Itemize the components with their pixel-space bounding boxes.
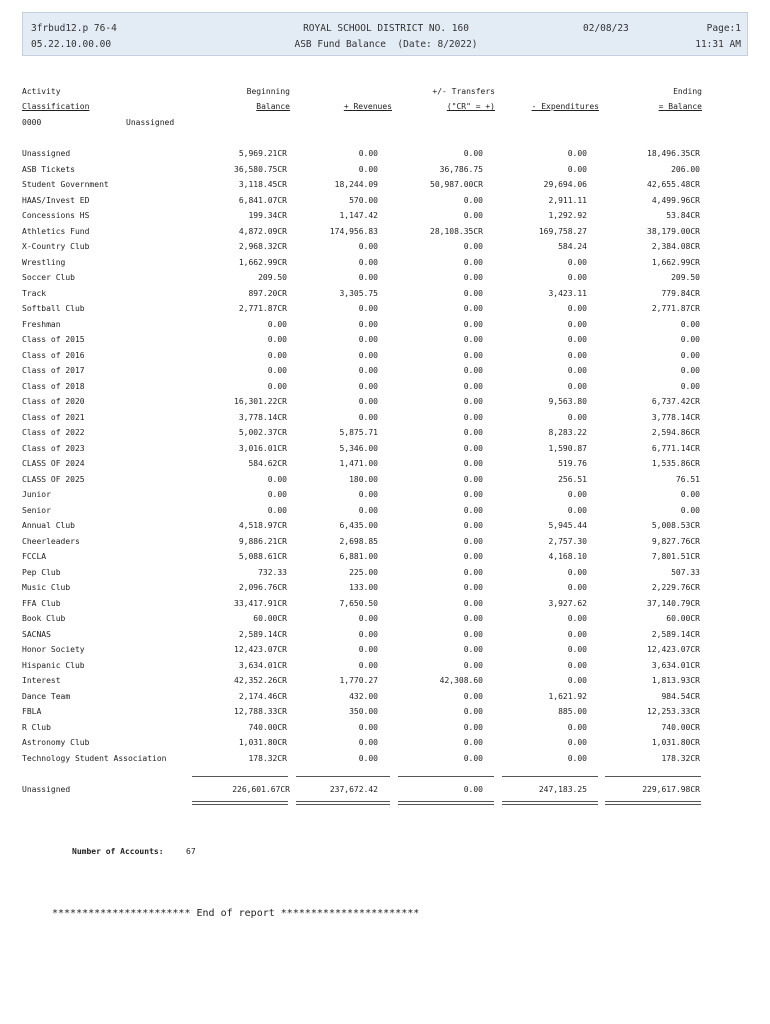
row-activity: Astronomy Club bbox=[22, 738, 90, 747]
accounts-count: 67 bbox=[186, 847, 196, 856]
row-activity: Cheerleaders bbox=[22, 536, 80, 546]
row-beginning: 3,118.45CR bbox=[238, 180, 287, 189]
row-revenues: 1,147.42 bbox=[339, 211, 378, 220]
row-beginning: 2,096.76CR bbox=[238, 583, 287, 592]
row-expenditures: 0.00 bbox=[567, 738, 587, 747]
row-beginning: 0.00 bbox=[267, 366, 287, 375]
row-ending: 1,535.86CR bbox=[651, 459, 700, 468]
col-beginning-top: Beginning bbox=[246, 87, 290, 96]
col-ending-top: Ending bbox=[673, 87, 702, 96]
row-activity: Unassigned bbox=[22, 149, 71, 158]
report-header bbox=[22, 12, 748, 56]
row-transfers: 0.00 bbox=[463, 505, 483, 515]
total-double-rule bbox=[398, 801, 494, 805]
row-activity: Pep Club bbox=[22, 567, 61, 577]
row-revenues: 0.00 bbox=[358, 614, 378, 623]
col-activity-top: Activity bbox=[22, 87, 61, 96]
row-transfers: 0.00 bbox=[463, 691, 483, 701]
row-revenues: 432.00 bbox=[349, 691, 378, 701]
row-activity: FFA Club bbox=[22, 598, 61, 608]
subtotal-rule bbox=[502, 776, 598, 777]
row-transfers: 0.00 bbox=[463, 288, 483, 298]
row-revenues: 0.00 bbox=[358, 722, 378, 732]
row-transfers: 28,108.35CR bbox=[430, 226, 483, 236]
row-beginning: 1,031.80CR bbox=[238, 738, 287, 747]
row-expenditures: 0.00 bbox=[567, 257, 587, 267]
subtotal-rule bbox=[605, 776, 701, 777]
row-beginning: 4,518.97CR bbox=[238, 521, 287, 530]
row-revenues: 0.00 bbox=[358, 505, 378, 515]
total-double-rule bbox=[192, 801, 288, 805]
row-activity: Honor Society bbox=[22, 645, 85, 654]
row-beginning: 732.33 bbox=[258, 567, 287, 577]
row-beginning: 33,417.91CR bbox=[234, 598, 287, 608]
total-transfers: 0.00 bbox=[463, 785, 483, 794]
row-transfers: 0.00 bbox=[463, 490, 483, 499]
row-ending: 178.32CR bbox=[661, 753, 700, 763]
row-ending: 12,253.33CR bbox=[647, 707, 700, 716]
row-revenues: 133.00 bbox=[349, 583, 378, 592]
page-number: Page:1 bbox=[706, 23, 741, 34]
row-ending: 984.54CR bbox=[661, 691, 700, 701]
row-transfers: 0.00 bbox=[463, 459, 483, 468]
subtotal-rule bbox=[192, 776, 288, 777]
row-activity: Dance Team bbox=[22, 691, 71, 701]
col-beginning-bottom: Balance bbox=[256, 102, 290, 111]
row-expenditures: 256.51 bbox=[558, 474, 587, 484]
row-ending: 6,771.14CR bbox=[651, 443, 700, 453]
group-name: Unassigned bbox=[126, 118, 175, 127]
row-expenditures: 0.00 bbox=[567, 753, 587, 763]
row-transfers: 0.00 bbox=[463, 443, 483, 453]
row-beginning: 209.50 bbox=[258, 273, 287, 282]
col-transfers-top: +/- Transfers bbox=[432, 87, 495, 96]
row-ending: 76.51 bbox=[675, 474, 700, 484]
row-activity: Annual Club bbox=[22, 521, 75, 530]
row-revenues: 180.00 bbox=[349, 474, 378, 484]
row-ending: 42,655.48CR bbox=[647, 180, 700, 189]
row-ending: 60.00CR bbox=[666, 614, 700, 623]
row-ending: 0.00 bbox=[680, 335, 700, 344]
row-ending: 206.00 bbox=[671, 164, 700, 174]
row-revenues: 0.00 bbox=[358, 412, 378, 422]
row-activity: SACNAS bbox=[22, 629, 51, 639]
row-expenditures: 2,757.30 bbox=[548, 536, 587, 546]
row-ending: 53.84CR bbox=[666, 211, 700, 220]
row-revenues: 0.00 bbox=[358, 304, 378, 313]
row-revenues: 174,956.83 bbox=[329, 226, 378, 236]
col-transfers-bottom: ("CR" = +) bbox=[446, 102, 495, 111]
row-transfers: 0.00 bbox=[463, 753, 483, 763]
row-transfers: 50,987.00CR bbox=[430, 180, 483, 189]
row-transfers: 42,308.60 bbox=[439, 676, 483, 685]
row-beginning: 1,662.99CR bbox=[238, 257, 287, 267]
row-transfers: 0.00 bbox=[463, 552, 483, 561]
row-activity: HAAS/Invest ED bbox=[22, 195, 90, 205]
row-ending: 4,499.96CR bbox=[651, 195, 700, 205]
subtotal-rule bbox=[398, 776, 494, 777]
total-revenues: 237,672.42 bbox=[329, 785, 378, 794]
row-beginning: 0.00 bbox=[267, 381, 287, 391]
row-beginning: 0.00 bbox=[267, 490, 287, 499]
row-ending: 2,229.76CR bbox=[651, 583, 700, 592]
row-beginning: 60.00CR bbox=[253, 614, 287, 623]
row-revenues: 3,305.75 bbox=[339, 288, 378, 298]
row-expenditures: 0.00 bbox=[567, 567, 587, 577]
row-transfers: 0.00 bbox=[463, 319, 483, 329]
row-expenditures: 0.00 bbox=[567, 676, 587, 685]
district-name: ROYAL SCHOOL DISTRICT NO. 160 bbox=[303, 23, 469, 34]
row-beginning: 0.00 bbox=[267, 474, 287, 484]
row-ending: 37,140.79CR bbox=[647, 598, 700, 608]
row-transfers: 36,786.75 bbox=[439, 164, 483, 174]
row-expenditures: 1,621.92 bbox=[548, 691, 587, 701]
row-beginning: 2,771.87CR bbox=[238, 304, 287, 313]
row-transfers: 0.00 bbox=[463, 366, 483, 375]
row-expenditures: 29,694.06 bbox=[543, 180, 587, 189]
row-ending: 0.00 bbox=[680, 366, 700, 375]
row-revenues: 6,435.00 bbox=[339, 521, 378, 530]
row-ending: 2,771.87CR bbox=[651, 304, 700, 313]
row-revenues: 0.00 bbox=[358, 397, 378, 406]
row-beginning: 6,841.07CR bbox=[238, 195, 287, 205]
row-revenues: 6,881.00 bbox=[339, 552, 378, 561]
col-ending-bottom: = Balance bbox=[658, 102, 702, 111]
row-beginning: 178.32CR bbox=[248, 753, 287, 763]
row-transfers: 0.00 bbox=[463, 412, 483, 422]
row-activity: Music Club bbox=[22, 583, 71, 592]
row-revenues: 0.00 bbox=[358, 660, 378, 670]
row-ending: 779.84CR bbox=[661, 288, 700, 298]
row-transfers: 0.00 bbox=[463, 304, 483, 313]
row-ending: 9,827.76CR bbox=[651, 536, 700, 546]
row-transfers: 0.00 bbox=[463, 629, 483, 639]
row-activity: ASB Tickets bbox=[22, 164, 75, 174]
row-transfers: 0.00 bbox=[463, 381, 483, 391]
row-beginning: 4,872.09CR bbox=[238, 226, 287, 236]
row-activity: FBLA bbox=[22, 707, 42, 716]
row-revenues: 0.00 bbox=[358, 738, 378, 747]
row-activity: Class of 2017 bbox=[22, 366, 85, 375]
row-activity: Senior bbox=[22, 505, 51, 515]
row-ending: 1,662.99CR bbox=[651, 257, 700, 267]
row-ending: 12,423.07CR bbox=[647, 645, 700, 654]
row-expenditures: 5,945.44 bbox=[548, 521, 587, 530]
row-transfers: 0.00 bbox=[463, 614, 483, 623]
row-ending: 5,008.53CR bbox=[651, 521, 700, 530]
row-expenditures: 9,563.80 bbox=[548, 397, 587, 406]
row-expenditures: 3,927.62 bbox=[548, 598, 587, 608]
total-double-rule bbox=[605, 801, 701, 805]
row-revenues: 5,346.00 bbox=[339, 443, 378, 453]
row-expenditures: 0.00 bbox=[567, 319, 587, 329]
row-beginning: 42,352.26CR bbox=[234, 676, 287, 685]
row-activity: Book Club bbox=[22, 614, 66, 623]
row-transfers: 0.00 bbox=[463, 521, 483, 530]
row-activity: Class of 2022 bbox=[22, 428, 85, 437]
row-transfers: 0.00 bbox=[463, 707, 483, 716]
total-label: Unassigned bbox=[22, 785, 71, 794]
row-revenues: 0.00 bbox=[358, 149, 378, 158]
row-expenditures: 0.00 bbox=[567, 629, 587, 639]
row-revenues: 1,471.00 bbox=[339, 459, 378, 468]
row-ending: 0.00 bbox=[680, 350, 700, 360]
row-ending: 38,179.00CR bbox=[647, 226, 700, 236]
row-ending: 0.00 bbox=[680, 381, 700, 391]
row-revenues: 1,770.27 bbox=[339, 676, 378, 685]
row-activity: Class of 2018 bbox=[22, 381, 85, 391]
row-revenues: 350.00 bbox=[349, 707, 378, 716]
row-expenditures: 1,292.92 bbox=[548, 211, 587, 220]
row-revenues: 0.00 bbox=[358, 257, 378, 267]
row-transfers: 0.00 bbox=[463, 242, 483, 251]
row-beginning: 740.00CR bbox=[248, 722, 287, 732]
row-revenues: 7,650.50 bbox=[339, 598, 378, 608]
row-transfers: 0.00 bbox=[463, 335, 483, 344]
row-activity: Hispanic Club bbox=[22, 660, 85, 670]
row-expenditures: 0.00 bbox=[567, 366, 587, 375]
row-ending: 507.33 bbox=[671, 567, 700, 577]
row-activity: Class of 2015 bbox=[22, 335, 85, 344]
row-beginning: 2,589.14CR bbox=[238, 629, 287, 639]
row-beginning: 12,423.07CR bbox=[234, 645, 287, 654]
row-transfers: 0.00 bbox=[463, 567, 483, 577]
row-transfers: 0.00 bbox=[463, 257, 483, 267]
row-expenditures: 0.00 bbox=[567, 273, 587, 282]
row-beginning: 16,301.22CR bbox=[234, 397, 287, 406]
row-activity: Class of 2023 bbox=[22, 443, 85, 453]
row-transfers: 0.00 bbox=[463, 738, 483, 747]
row-expenditures: 0.00 bbox=[567, 490, 587, 499]
row-ending: 209.50 bbox=[671, 273, 700, 282]
row-ending: 0.00 bbox=[680, 490, 700, 499]
row-expenditures: 4,168.10 bbox=[548, 552, 587, 561]
row-expenditures: 0.00 bbox=[567, 149, 587, 158]
row-expenditures: 0.00 bbox=[567, 164, 587, 174]
row-expenditures: 885.00 bbox=[558, 707, 587, 716]
total-ending: 229,617.98CR bbox=[642, 785, 700, 794]
row-activity: Class of 2020 bbox=[22, 397, 85, 406]
row-beginning: 0.00 bbox=[267, 505, 287, 515]
row-revenues: 0.00 bbox=[358, 366, 378, 375]
row-expenditures: 0.00 bbox=[567, 583, 587, 592]
row-revenues: 2,698.85 bbox=[339, 536, 378, 546]
total-beginning: 226,601.67CR bbox=[232, 785, 290, 794]
row-ending: 0.00 bbox=[680, 505, 700, 515]
row-revenues: 0.00 bbox=[358, 273, 378, 282]
row-expenditures: 0.00 bbox=[567, 412, 587, 422]
row-revenues: 5,875.71 bbox=[339, 428, 378, 437]
row-activity: X-Country Club bbox=[22, 242, 90, 251]
row-activity: Junior bbox=[22, 490, 51, 499]
row-activity: Interest bbox=[22, 676, 61, 685]
row-revenues: 570.00 bbox=[349, 195, 378, 205]
col-activity-bottom: Classification bbox=[22, 102, 90, 111]
row-ending: 3,778.14CR bbox=[651, 412, 700, 422]
row-expenditures: 3,423.11 bbox=[548, 288, 587, 298]
row-expenditures: 169,758.27 bbox=[538, 226, 587, 236]
run-time: 11:31 AM bbox=[695, 39, 741, 50]
row-expenditures: 519.76 bbox=[558, 459, 587, 468]
row-transfers: 0.00 bbox=[463, 350, 483, 360]
row-expenditures: 0.00 bbox=[567, 645, 587, 654]
row-expenditures: 0.00 bbox=[567, 381, 587, 391]
row-revenues: 0.00 bbox=[358, 645, 378, 654]
row-activity: Concessions HS bbox=[22, 211, 90, 220]
row-expenditures: 2,911.11 bbox=[548, 195, 587, 205]
row-revenues: 0.00 bbox=[358, 242, 378, 251]
row-expenditures: 0.00 bbox=[567, 505, 587, 515]
row-expenditures: 8,283.22 bbox=[548, 428, 587, 437]
group-code: 0000 bbox=[22, 118, 42, 127]
row-transfers: 0.00 bbox=[463, 583, 483, 592]
row-expenditures: 0.00 bbox=[567, 304, 587, 313]
row-transfers: 0.00 bbox=[463, 273, 483, 282]
col-expenditures: - Expenditures bbox=[531, 102, 599, 111]
row-expenditures: 0.00 bbox=[567, 722, 587, 732]
row-beginning: 0.00 bbox=[267, 350, 287, 360]
row-revenues: 0.00 bbox=[358, 490, 378, 499]
row-revenues: 0.00 bbox=[358, 753, 378, 763]
row-ending: 6,737.42CR bbox=[651, 397, 700, 406]
row-transfers: 0.00 bbox=[463, 598, 483, 608]
row-transfers: 0.00 bbox=[463, 211, 483, 220]
row-revenues: 0.00 bbox=[358, 319, 378, 329]
row-beginning: 897.20CR bbox=[248, 288, 287, 298]
row-activity: Wrestling bbox=[22, 257, 66, 267]
row-beginning: 9,886.21CR bbox=[238, 536, 287, 546]
row-revenues: 0.00 bbox=[358, 350, 378, 360]
accounts-label: Number of Accounts: bbox=[72, 847, 164, 856]
row-activity: Technology Student Association bbox=[22, 753, 167, 763]
row-ending: 2,594.86CR bbox=[651, 428, 700, 437]
col-revenues: + Revenues bbox=[343, 102, 392, 111]
row-activity: CLASS OF 2025 bbox=[22, 474, 85, 484]
row-activity: Softball Club bbox=[22, 304, 85, 313]
row-activity: Track bbox=[22, 288, 47, 298]
total-expenditures: 247,183.25 bbox=[538, 785, 587, 794]
row-transfers: 0.00 bbox=[463, 397, 483, 406]
row-activity: CLASS OF 2024 bbox=[22, 459, 85, 468]
row-ending: 740.00CR bbox=[661, 722, 700, 732]
row-revenues: 0.00 bbox=[358, 335, 378, 344]
row-beginning: 36,580.75CR bbox=[234, 164, 287, 174]
row-transfers: 0.00 bbox=[463, 645, 483, 654]
row-beginning: 3,778.14CR bbox=[238, 412, 287, 422]
row-activity: Student Government bbox=[22, 180, 109, 189]
row-ending: 7,801.51CR bbox=[651, 552, 700, 561]
row-activity: FCCLA bbox=[22, 552, 47, 561]
row-beginning: 5,088.61CR bbox=[238, 552, 287, 561]
row-transfers: 0.00 bbox=[463, 660, 483, 670]
row-beginning: 12,788.33CR bbox=[234, 707, 287, 716]
row-activity: Class of 2021 bbox=[22, 412, 85, 422]
row-transfers: 0.00 bbox=[463, 195, 483, 205]
row-revenues: 225.00 bbox=[349, 567, 378, 577]
row-beginning: 5,002.37CR bbox=[238, 428, 287, 437]
row-transfers: 0.00 bbox=[463, 428, 483, 437]
row-transfers: 0.00 bbox=[463, 722, 483, 732]
row-revenues: 0.00 bbox=[358, 381, 378, 391]
row-expenditures: 0.00 bbox=[567, 335, 587, 344]
report-title: ASB Fund Balance (Date: 8/2022) bbox=[294, 39, 478, 50]
program-id: 3frbud12.p 76-4 bbox=[31, 23, 117, 34]
row-transfers: 0.00 bbox=[463, 149, 483, 158]
row-revenues: 0.00 bbox=[358, 629, 378, 639]
row-activity: Soccer Club bbox=[22, 273, 75, 282]
row-ending: 18,496.35CR bbox=[647, 149, 700, 158]
program-version: 05.22.10.00.00 bbox=[31, 39, 112, 50]
row-ending: 1,031.80CR bbox=[651, 738, 700, 747]
end-of-report: *********************** End of report *********************** bbox=[52, 908, 420, 919]
row-ending: 2,589.14CR bbox=[651, 629, 700, 639]
row-ending: 3,634.01CR bbox=[651, 660, 700, 670]
row-ending: 1,813.93CR bbox=[651, 676, 700, 685]
row-revenues: 18,244.09 bbox=[334, 180, 378, 189]
row-beginning: 2,968.32CR bbox=[238, 242, 287, 251]
row-expenditures: 1,590.87 bbox=[548, 443, 587, 453]
row-activity: Class of 2016 bbox=[22, 350, 85, 360]
row-activity: R Club bbox=[22, 722, 51, 732]
row-ending: 0.00 bbox=[680, 319, 700, 329]
row-expenditures: 0.00 bbox=[567, 350, 587, 360]
row-activity: Athletics Fund bbox=[22, 226, 90, 236]
row-beginning: 2,174.46CR bbox=[238, 691, 287, 701]
row-expenditures: 0.00 bbox=[567, 614, 587, 623]
row-beginning: 0.00 bbox=[267, 319, 287, 329]
row-revenues: 0.00 bbox=[358, 164, 378, 174]
subtotal-rule bbox=[296, 776, 390, 777]
row-beginning: 3,016.01CR bbox=[238, 443, 287, 453]
total-double-rule bbox=[502, 801, 598, 805]
row-beginning: 5,969.21CR bbox=[238, 149, 287, 158]
total-double-rule bbox=[296, 801, 390, 805]
run-date: 02/08/23 bbox=[583, 23, 629, 34]
row-beginning: 584.62CR bbox=[248, 459, 287, 468]
row-ending: 2,384.08CR bbox=[651, 242, 700, 251]
row-activity: Freshman bbox=[22, 319, 61, 329]
row-expenditures: 584.24 bbox=[558, 242, 587, 251]
row-beginning: 3,634.01CR bbox=[238, 660, 287, 670]
row-beginning: 0.00 bbox=[267, 335, 287, 344]
row-beginning: 199.34CR bbox=[248, 211, 287, 220]
row-transfers: 0.00 bbox=[463, 474, 483, 484]
row-transfers: 0.00 bbox=[463, 536, 483, 546]
row-expenditures: 0.00 bbox=[567, 660, 587, 670]
